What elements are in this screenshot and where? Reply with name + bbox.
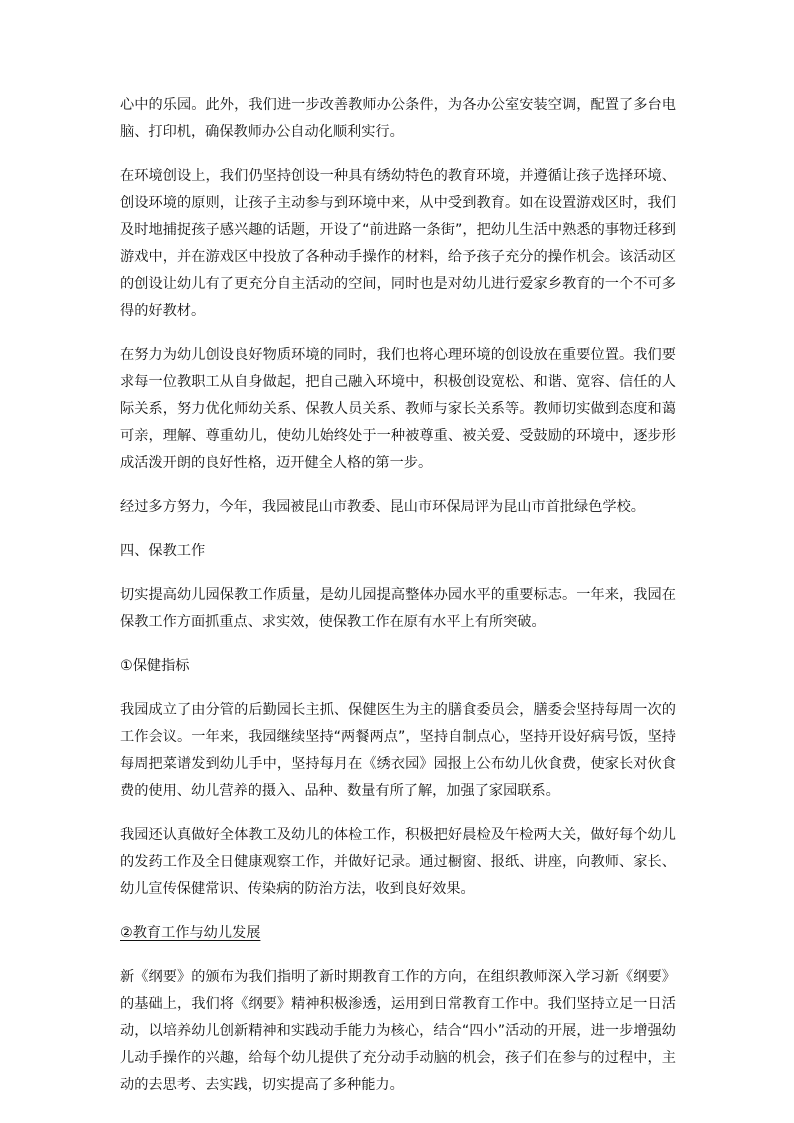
- paragraph-environment-creation: 在环境创设上，我们仍坚持创设一种具有绣幼特色的教育环境，并遵循让孩子选择环境、创设环境的原则，让孩子主动参与到环境中来，从中受到教育。如在设置游戏区时，我们及时地捕捉孩子感兴趣的话题，开设了“前进路一条街”，把幼儿生活中熟悉的事物迁移到游戏中，并在游戏区中投放了各种动手操作的材料，给予孩子充分的操作机会。该活动区的创设让幼儿有了更充分自主活动的空间，同时也是对幼儿进行爱家乡教育的一个不可多得的好教材。: [120, 168, 676, 319]
- paragraph-new-guidelines: 新《纲要》的颁布为我们指明了新时期教育工作的方向，在组织教师深入学习新《纲要》的基础上，我们将《纲要》精神积极渗透，运用到日常教育工作中。我们坚持立足一日活动，以培养幼儿创新精神和实践动手能力为核心，结合“四小”活动的开展，进一步增强幼儿动手操作的兴趣，给每个幼儿提供了充分动手动脑的机会，孩子们在参与的过程中，主动的去思考、去实践，切实提高了多种能力。: [120, 969, 676, 1093]
- paragraph-psychological-environment: 在努力为幼儿创设良好物质环境的同时，我们也将心理环境的创设放在重要位置。我们要求每一位教职工从自身做起，把自己融入环境中，积极创设宽松、和谐、宽容、信任的人际关系，努力优化师幼关系、保教人员关系、教师与家长关系等。教师切实做到态度和蔼可亲，理解、尊重幼儿，使幼儿始终处于一种被尊重、被关爱、受鼓励的环境中，逐步形成活泼开朗的良好性格，迈开健全人格的第一步。: [120, 347, 676, 471]
- section-heading-childcare-work: 四、保教工作: [120, 543, 206, 559]
- paragraph-green-school: 经过多方努力，今年，我园被昆山市教委、昆山市环保局评为昆山市首批绿色学校。: [120, 499, 645, 515]
- paragraph-health-checks: 我园还认真做好全体教工及幼儿的体检工作，积极把好晨检及午检两大关，做好每个幼儿的发药工作及全日健康观察工作，并做好记录。通过橱窗、报纸、讲座，向教师、家长、幼儿宣传保健常识、传染病的防治方法，收到良好效果。: [120, 827, 676, 897]
- paragraph-office-conditions: 心中的乐园。此外，我们进一步改善教师办公条件，为各办公室安装空调，配置了多台电脑、打印机，确保教师办公自动化顺利实行。: [120, 97, 676, 140]
- paragraph-childcare-quality: 切实提高幼儿园保教工作质量，是幼儿园提高整体办园水平的重要标志。一年来，我园在保教工作方面抓重点、求实效，使保教工作在原有水平上有所突破。: [120, 587, 676, 630]
- subheading-education-development: ②教育工作与幼儿发展: [120, 925, 261, 941]
- paragraph-diet-committee: 我园成立了由分管的后勤园长主抓、保健医生为主的膳食委员会，膳委会坚持每周一次的工作会议。一年来，我园继续坚持“两餐两点”，坚持自制点心，坚持开设好病号饭，坚持每周把菜谱发到幼儿手中，坚持每月在《绣衣园》园报上公布幼儿伙食费，使家长对伙食费的使用、幼儿营养的摄入、品种、数量有所了解，加强了家园联系。: [120, 702, 676, 799]
- subheading-health-indicators: ①保健指标: [120, 658, 190, 674]
- document-body: [120, 92, 676, 1116]
